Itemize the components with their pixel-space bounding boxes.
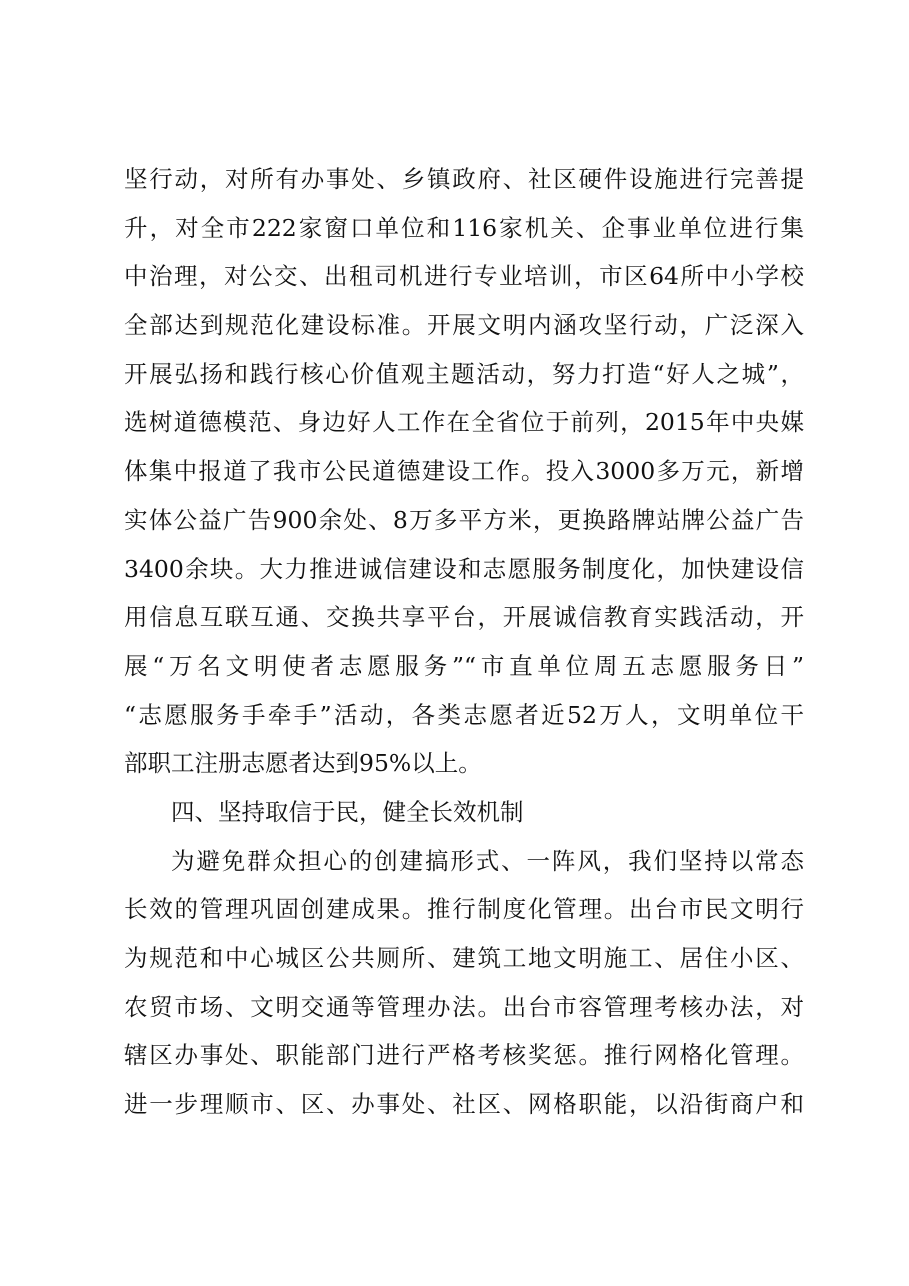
section-heading: 四、坚持取信于民，健全长效机制 [171,798,524,826]
paragraph-line: 3400余块。大力推进诚信建设和志愿服务制度化，加快建设信 [124,555,804,583]
paragraph-line: 开展弘扬和践行核心价值观主题活动，努力打造“好人之城”， [124,360,804,388]
paragraph-line: 部职工注册志愿者达到95%以上。 [124,749,482,777]
paragraph-line: 实体公益广告900余处、8万多平方米，更换路牌站牌公益广告 [124,506,804,534]
paragraph-line: 展“万名文明使者志愿服务”“市直单位周五志愿服务日” [124,652,804,680]
paragraph-line: 为避免群众担心的创建搞形式、一阵风，我们坚持以常态 [171,847,804,875]
paragraph-line: “志愿服务手牵手”活动，各类志愿者近52万人，文明单位干 [124,701,804,729]
paragraph-line: 辖区办事处、职能部门进行严格考核奖惩。推行网格化管理。 [124,1041,804,1069]
paragraph-line: 升，对全市222家窗口单位和116家机关、企事业单位进行集 [124,214,804,242]
paragraph-line: 中治理，对公交、出租司机进行专业培训，市区64所中小学校 [124,262,804,290]
paragraph-line: 进一步理顺市、区、办事处、社区、网格职能，以沿街商户和 [124,1090,804,1118]
paragraph-line: 选树道德模范、身边好人工作在全省位于前列，2015年中央媒 [124,408,804,436]
paragraph-line: 农贸市场、文明交通等管理办法。出台市容管理考核办法，对 [124,993,804,1021]
paragraph-line: 长效的管理巩固创建成果。推行制度化管理。出台市民文明行 [124,895,804,923]
paragraph-line: 全部达到规范化建设标准。开展文明内涵攻坚行动，广泛深入 [124,311,804,339]
paragraph-line: 坚行动，对所有办事处、乡镇政府、社区硬件设施进行完善提 [124,165,804,193]
paragraph-line: 体集中报道了我市公民道德建设工作。投入3000多万元，新增 [124,457,804,485]
paragraph-line: 用信息互联互通、交换共享平台，开展诚信教育实践活动，开 [124,603,804,631]
paragraph-line: 为规范和中心城区公共厕所、建筑工地文明施工、居住小区、 [124,944,804,972]
